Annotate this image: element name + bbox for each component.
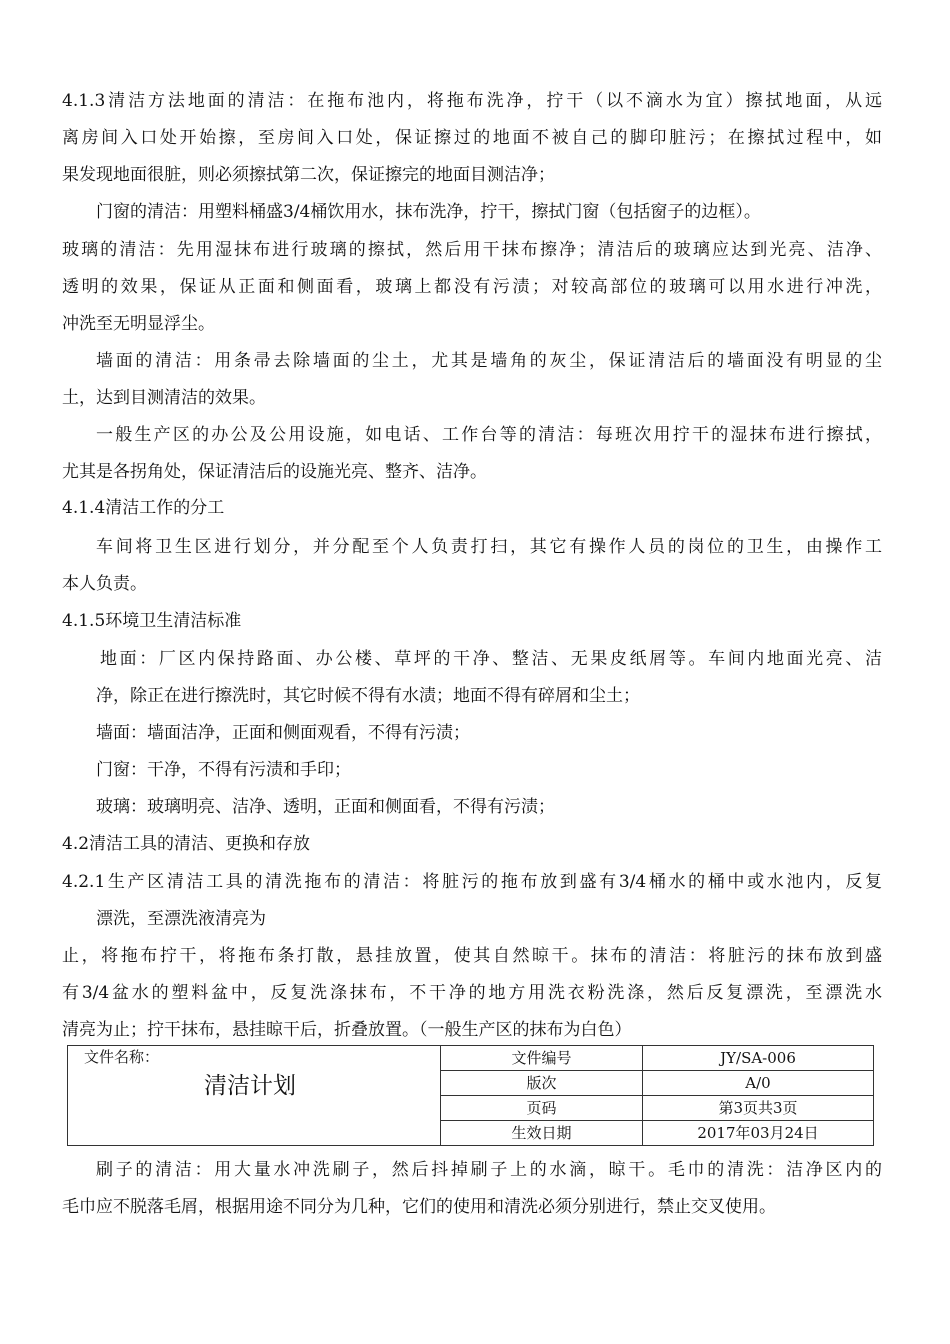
paragraph-line: 漂洗，至漂洗液清亮为: [96, 909, 266, 929]
paragraph-line: 一般生产区的办公及公用设施，如电话、工作台等的清洁：每班次用拧干的湿抹布进行擦拭，: [96, 425, 882, 445]
file-name-cell: [68, 1046, 441, 1146]
version-value: A/0: [643, 1071, 874, 1096]
document-control-table: [67, 1045, 874, 1146]
paragraph-line: 有3/4盆水的塑料盆中，反复洗涤抹布，不干净的地方用洗衣粉洗涤，然后反复漂洗，至漂洗水: [62, 983, 882, 1003]
effective-date-value: 2017年03月24日: [643, 1121, 874, 1146]
paragraph-line: 车间将卫生区进行划分，并分配至个人负责打扫，其它有操作人员的岗位的卫生，由操作工: [96, 537, 882, 557]
paragraph-line: 毛巾应不脱落毛屑，根据用途不同分为几种，它们的使用和清洗必须分别进行，禁止交叉使用。: [62, 1197, 776, 1217]
effective-date-label: 生效日期: [441, 1121, 643, 1146]
paragraph-line: 墙面的清洁：用条帚去除墙面的尘土，尤其是墙角的灰尘，保证清洁后的墙面没有明显的尘: [96, 351, 882, 371]
paragraph-line: 果发现地面很脏，则必须擦拭第二次，保证擦完的地面目测洁净；: [62, 165, 555, 185]
paragraph-line: 4.1.3清洁方法地面的清洁：在拖布池内，将拖布洗净，拧干（以不滴水为宜）擦拭地面，从远: [62, 91, 882, 111]
paragraph-line: 尤其是各拐角处，保证清洁后的设施光亮、整齐、洁净。: [62, 462, 487, 482]
page-number-label: 页码: [441, 1096, 643, 1121]
paragraph-line: 透明的效果，保证从正面和侧面看，玻璃上都没有污渍；对较高部位的玻璃可以用水进行冲洗，: [62, 277, 882, 297]
paragraph-line: 止，将拖布拧干，将拖布条打散，悬挂放置，使其自然晾干。抹布的清洁：将脏污的抹布放到盛: [62, 946, 882, 966]
doc-number-value: JY/SA-006: [643, 1046, 874, 1071]
section-heading: 4.1.4清洁工作的分工: [62, 498, 225, 518]
paragraph-line: 玻璃：玻璃明亮、洁净、透明，正面和侧面看，不得有污渍；: [96, 797, 555, 817]
page-number-value: 第3页共3页: [643, 1096, 874, 1121]
file-name-value: 清洁计划: [204, 1073, 296, 1099]
paragraph-line: 离房间入口处开始擦，至房间入口处，保证擦过的地面不被自己的脚印脏污；在擦拭过程中，如: [62, 128, 882, 148]
file-name-label: 文件名称：: [84, 1048, 160, 1066]
paragraph-line: 玻璃的清洁：先用湿抹布进行玻璃的擦拭，然后用干抹布擦净；清洁后的玻璃应达到光亮、洁净、: [62, 240, 882, 260]
paragraph-line: 墙面：墙面洁净，正面和侧面观看，不得有污渍；: [96, 723, 470, 743]
paragraph-line: 门窗：干净，不得有污渍和手印；: [96, 760, 351, 780]
paragraph-line: 4.2.1生产区清洁工具的清洗拖布的清洁：将脏污的拖布放到盛有3/4桶水的桶中或水池内，反复: [62, 872, 882, 892]
paragraph-line: 刷子的清洁：用大量水冲洗刷子，然后抖掉刷子上的水滴，晾干。毛巾的清洗：洁净区内的: [96, 1160, 882, 1180]
paragraph-line: 门窗的清洁：用塑料桶盛3/4桶饮用水，抹布洗净，拧干，擦拭门窗（包括窗子的边框）。: [96, 202, 761, 222]
paragraph-line: 冲洗至无明显浮尘。: [62, 314, 215, 334]
section-heading: 4.2清洁工具的清洁、更换和存放: [62, 834, 311, 854]
paragraph-line: 地面：厂区内保持路面、办公楼、草坪的干净、整洁、无果皮纸屑等。车间内地面光亮、洁: [100, 649, 882, 669]
paragraph-line: 净，除正在进行擦洗时，其它时候不得有水渍；地面不得有碎屑和尘土；: [96, 686, 640, 706]
doc-number-label: 文件编号: [441, 1046, 643, 1071]
section-heading: 4.1.5环境卫生清洁标准: [62, 611, 242, 631]
paragraph-line: 清亮为止；拧干抹布，悬挂晾干后，折叠放置。（一般生产区的抹布为白色）: [62, 1020, 632, 1040]
paragraph-line: 土，达到目测清洁的效果。: [62, 388, 266, 408]
version-label: 版次: [441, 1071, 643, 1096]
paragraph-line: 本人负责。: [62, 574, 147, 594]
